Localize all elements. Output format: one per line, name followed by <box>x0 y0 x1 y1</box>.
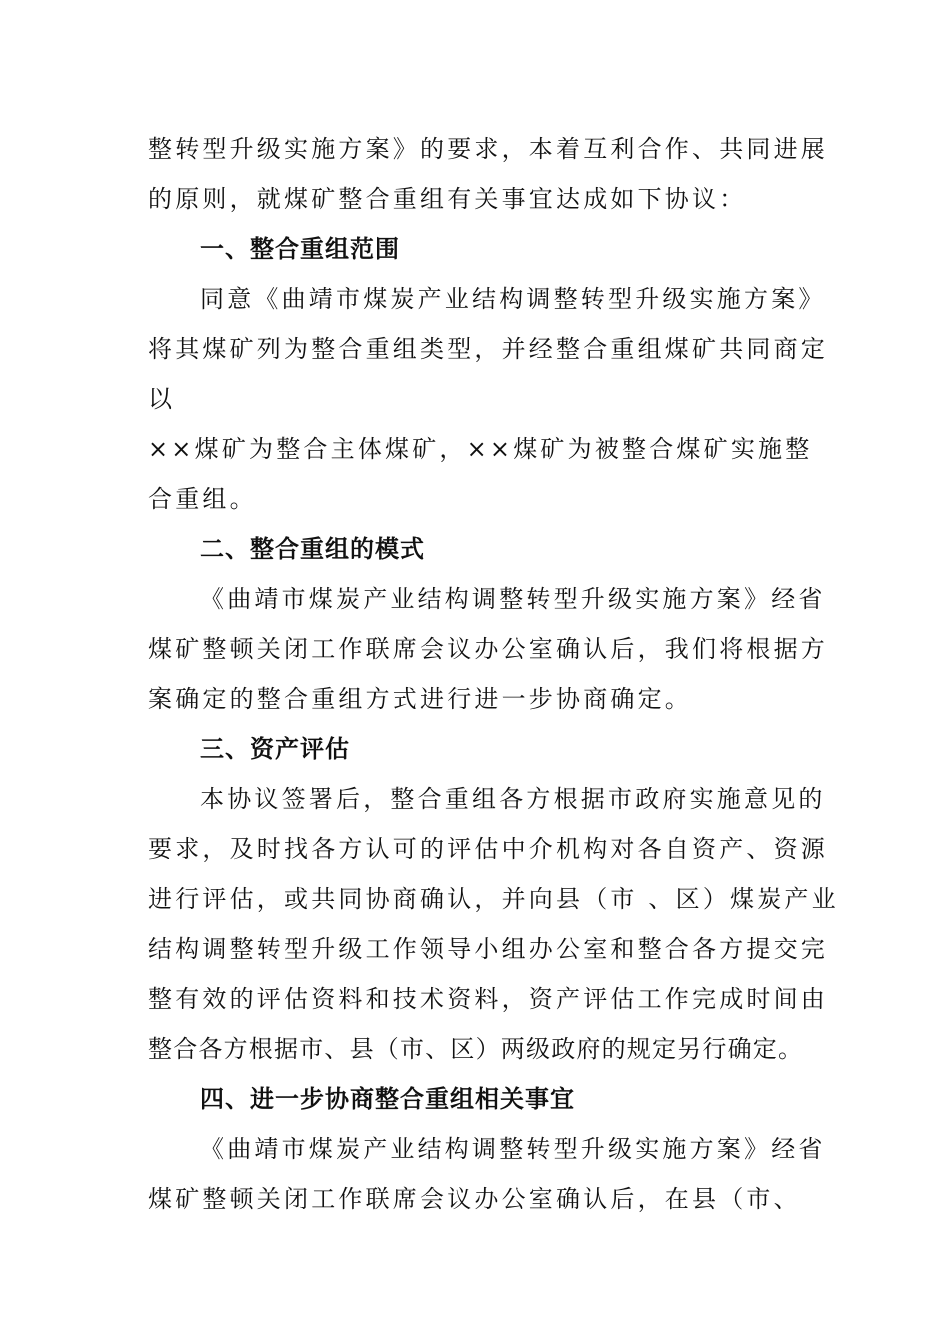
document-body <box>148 124 839 1224</box>
paragraph-line: 煤矿整顿关闭工作联席会议办公室确认后，在县（市、 <box>148 1185 801 1213</box>
paragraph-line: 整有效的评估资料和技术资料，资产评估工作完成时间由 <box>148 985 828 1013</box>
paragraph-line: 的原则，就煤矿整合重组有关事宜达成如下协议： <box>148 185 747 213</box>
paragraph-line: 以 <box>148 385 176 413</box>
paragraph-line: 《曲靖市煤炭产业结构调整转型升级实施方案》经省 <box>200 1135 826 1163</box>
paragraph-line: 煤矿整顿关闭工作联席会议办公室确认后，我们将根据方 <box>148 635 828 663</box>
paragraph-line: 本协议签署后，整合重组各方根据市政府实施意见的 <box>200 785 826 813</box>
paragraph-line: 结构调整转型升级工作领导小组办公室和整合各方提交完 <box>148 935 828 963</box>
section-heading-1: 一、整合重组范围 <box>200 235 400 263</box>
paragraph-line: 将其煤矿列为整合重组类型，并经整合重组煤矿共同商定 <box>148 335 828 363</box>
paragraph-line: 同意《曲靖市煤炭产业结构调整转型升级实施方案》 <box>200 285 826 313</box>
paragraph-line: 合重组。 <box>148 485 257 513</box>
paragraph-line: ××煤矿为整合主体煤矿，××煤矿为被整合煤矿实施整 <box>148 435 813 463</box>
paragraph-line: 案确定的整合重组方式进行进一步协商确定。 <box>148 685 692 713</box>
paragraph-line: 要求，及时找各方认可的评估中介机构对各自资产、资源 <box>148 835 828 863</box>
paragraph-line: 进行评估，或共同协商确认，并向县（市 、区）煤炭产业 <box>148 885 839 913</box>
section-heading-3: 三、资产评估 <box>200 735 350 763</box>
paragraph-line: 《曲靖市煤炭产业结构调整转型升级实施方案》经省 <box>200 585 826 613</box>
section-heading-2: 二、整合重组的模式 <box>200 535 425 563</box>
paragraph-line: 整转型升级实施方案》的要求，本着互利合作、共同进展 <box>148 135 828 163</box>
section-heading-4: 四、进一步协商整合重组相关事宜 <box>200 1085 575 1113</box>
paragraph-line: 整合各方根据市、县（市、区）两级政府的规定另行确定。 <box>148 1035 804 1063</box>
